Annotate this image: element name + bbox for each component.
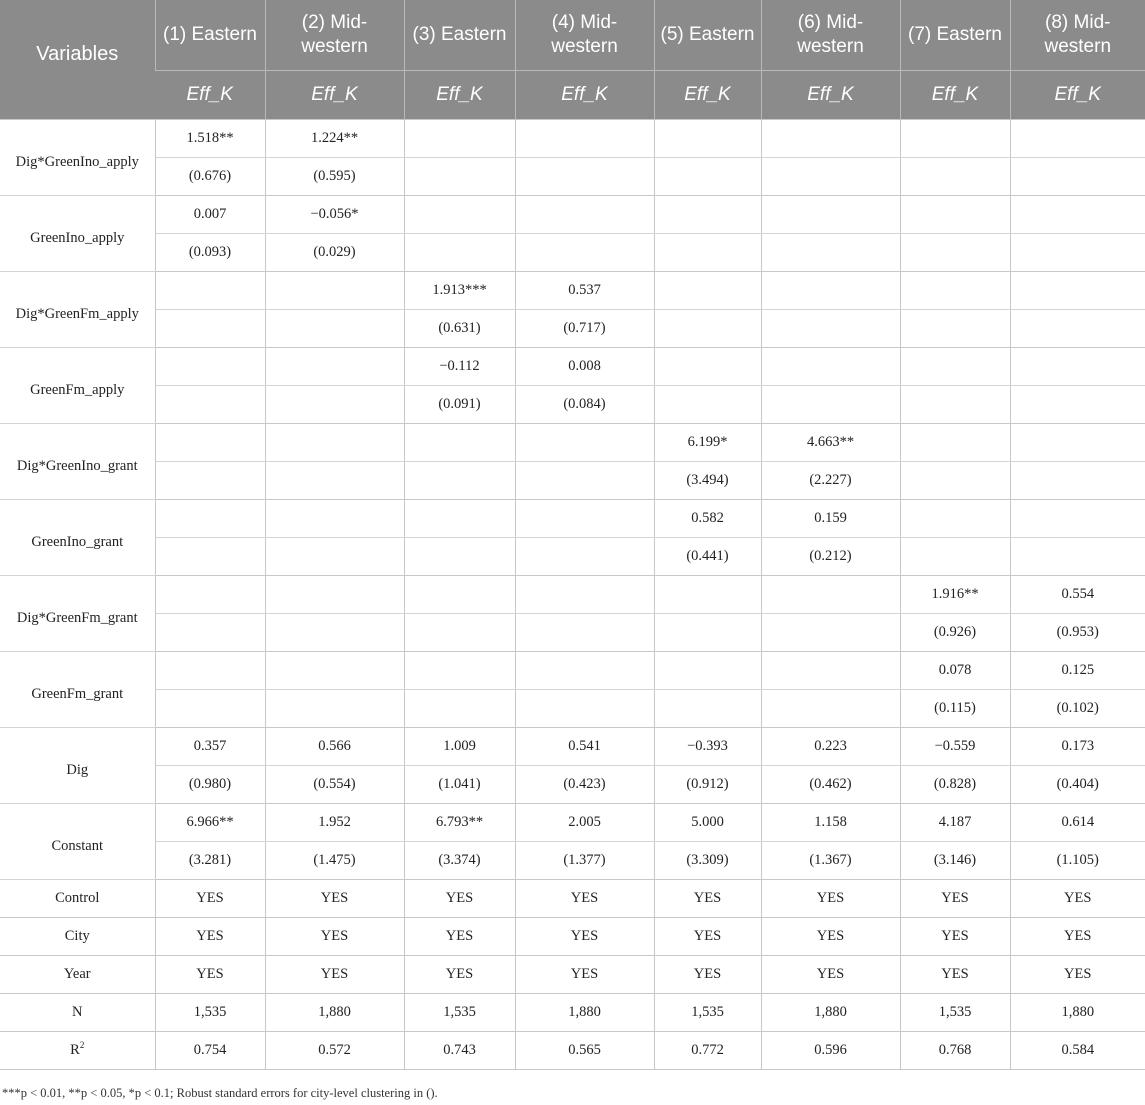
coefficient-cell: 0.357 [155,728,265,766]
value-cell: YES [1010,880,1145,918]
standard-error-cell [404,158,515,196]
coefficient-cell: 5.000 [654,804,761,842]
standard-error-cell [1010,386,1145,424]
standard-error-cell [900,234,1010,272]
coefficient-cell [265,272,404,310]
value-cell: YES [654,918,761,956]
coefficient-cell [761,196,900,234]
standard-error-cell [515,234,654,272]
value-cell: YES [654,880,761,918]
standard-error-cell [1010,462,1145,500]
standard-error-cell: (0.595) [265,158,404,196]
coefficient-cell [654,272,761,310]
coefficient-cell [265,424,404,462]
r-squared-base: R [70,1042,80,1058]
value-cell: YES [654,956,761,994]
coefficient-cell [515,576,654,614]
variable-name: N [0,994,155,1032]
coefficient-cell: 0.078 [900,652,1010,690]
coefficient-cell [1010,500,1145,538]
value-cell: YES [404,918,515,956]
standard-error-cell [1010,158,1145,196]
coefficient-cell: 1.952 [265,804,404,842]
variable-name: Dig [0,728,155,804]
standard-error-cell: (0.093) [155,234,265,272]
coefficient-cell [515,424,654,462]
value-cell: YES [900,880,1010,918]
table-row-coefficient [0,500,1145,538]
standard-error-cell [654,158,761,196]
coefficient-cell [654,652,761,690]
standard-error-cell [515,538,654,576]
table-row-coefficient [0,804,1145,842]
value-cell: YES [515,956,654,994]
value-cell: YES [761,918,900,956]
coefficient-cell: 0.537 [515,272,654,310]
value-cell: YES [155,880,265,918]
value-cell: 0.584 [1010,1032,1145,1070]
value-cell: YES [515,880,654,918]
standard-error-cell: (0.554) [265,766,404,804]
standard-error-cell [404,690,515,728]
table-row-standard-error [0,158,1145,196]
standard-error-cell: (1.041) [404,766,515,804]
variable-name: City [0,918,155,956]
table-header [0,0,1145,120]
variable-name: Dig*GreenFm_apply [0,272,155,348]
variable-name: Year [0,956,155,994]
coefficient-cell [155,652,265,690]
standard-error-cell: (0.462) [761,766,900,804]
coefficient-cell [654,196,761,234]
coefficient-cell [265,348,404,386]
coefficient-cell: 0.614 [1010,804,1145,842]
coefficient-cell: 1.518** [155,120,265,158]
column-header-6: (6) Mid-western [761,0,900,71]
table-row-standard-error [0,310,1145,348]
coefficient-cell [404,424,515,462]
coefficient-cell [1010,196,1145,234]
r-squared-label [0,1032,155,1070]
variable-name: Constant [0,804,155,880]
standard-error-cell [515,690,654,728]
coefficient-cell [404,500,515,538]
table-row [0,994,1145,1032]
standard-error-cell [155,690,265,728]
coefficient-cell [900,500,1010,538]
header-row-columns [0,0,1145,71]
coefficient-cell [1010,272,1145,310]
coefficient-cell [654,120,761,158]
standard-error-cell [900,538,1010,576]
coefficient-cell [155,500,265,538]
coefficient-cell [761,272,900,310]
standard-error-cell: (0.212) [761,538,900,576]
coefficient-cell [900,424,1010,462]
standard-error-cell [900,462,1010,500]
coefficient-cell [1010,120,1145,158]
table-row [0,880,1145,918]
table-row-standard-error [0,234,1145,272]
standard-error-cell: (0.441) [654,538,761,576]
standard-error-cell: (0.912) [654,766,761,804]
standard-error-cell: (0.102) [1010,690,1145,728]
standard-error-cell [1010,310,1145,348]
column-header-4: (4) Mid-western [515,0,654,71]
coefficient-cell: 4.663** [761,424,900,462]
value-cell: YES [265,956,404,994]
standard-error-cell [404,462,515,500]
value-cell: 0.772 [654,1032,761,1070]
coefficient-cell: 6.966** [155,804,265,842]
header-row-dependent [0,71,1145,120]
standard-error-cell [265,690,404,728]
coefficient-cell [900,196,1010,234]
coefficient-cell: −0.559 [900,728,1010,766]
coefficient-cell: 0.173 [1010,728,1145,766]
standard-error-cell: (0.091) [404,386,515,424]
standard-error-cell [404,234,515,272]
variable-name: GreenFm_grant [0,652,155,728]
dependent-variable-1: Eff_K [155,71,265,120]
value-cell: 1,880 [265,994,404,1032]
value-cell: YES [761,956,900,994]
coefficient-cell [515,500,654,538]
coefficient-cell [155,272,265,310]
dependent-variable-8: Eff_K [1010,71,1145,120]
coefficient-cell [155,576,265,614]
coefficient-cell: 4.187 [900,804,1010,842]
coefficient-cell: −0.112 [404,348,515,386]
value-cell: 1,535 [900,994,1010,1032]
coefficient-cell [900,272,1010,310]
coefficient-cell [1010,348,1145,386]
standard-error-cell [404,614,515,652]
table-footnote: ***p < 0.01, **p < 0.05, *p < 0.1; Robust standard errors for city-level clustering in (). [2,1086,438,1100]
standard-error-cell [1010,234,1145,272]
standard-error-cell [654,234,761,272]
coefficient-cell [654,576,761,614]
value-cell: 0.743 [404,1032,515,1070]
coefficient-cell [654,348,761,386]
value-cell: 0.565 [515,1032,654,1070]
value-cell: YES [900,956,1010,994]
r-squared-superscript: 2 [79,1040,85,1051]
coefficient-cell: −0.393 [654,728,761,766]
dependent-variable-3: Eff_K [404,71,515,120]
coefficient-cell: 0.582 [654,500,761,538]
coefficient-cell [404,576,515,614]
coefficient-cell: 0.566 [265,728,404,766]
standard-error-cell [265,310,404,348]
variable-name: Dig*GreenIno_grant [0,424,155,500]
coefficient-cell [404,652,515,690]
column-header-2: (2) Mid-western [265,0,404,71]
standard-error-cell [515,462,654,500]
standard-error-cell [900,310,1010,348]
standard-error-cell [900,386,1010,424]
coefficient-cell: 6.199* [654,424,761,462]
table-row-standard-error [0,842,1145,880]
column-header-5: (5) Eastern [654,0,761,71]
table-row-standard-error [0,538,1145,576]
table-row [0,918,1145,956]
coefficient-cell [265,576,404,614]
dependent-variable-5: Eff_K [654,71,761,120]
standard-error-cell [155,386,265,424]
standard-error-cell [654,690,761,728]
value-cell: 1,880 [515,994,654,1032]
table-row-coefficient [0,652,1145,690]
standard-error-cell: (0.029) [265,234,404,272]
table-row-r-squared [0,1032,1145,1070]
value-cell: YES [515,918,654,956]
coefficient-cell: 0.008 [515,348,654,386]
dependent-variable-6: Eff_K [761,71,900,120]
value-cell: 0.768 [900,1032,1010,1070]
coefficient-cell [265,652,404,690]
dependent-variable-7: Eff_K [900,71,1010,120]
standard-error-cell [515,158,654,196]
value-cell: 1,880 [1010,994,1145,1032]
standard-error-cell [761,386,900,424]
table-row-standard-error [0,766,1145,804]
standard-error-cell: (0.828) [900,766,1010,804]
standard-error-cell: (1.105) [1010,842,1145,880]
variable-name: Dig*GreenFm_grant [0,576,155,652]
column-header-8: (8) Mid-western [1010,0,1145,71]
coefficient-cell [761,348,900,386]
value-cell: YES [1010,956,1145,994]
coefficient-cell [761,652,900,690]
coefficient-cell [155,424,265,462]
coefficient-cell [515,652,654,690]
value-cell: YES [265,918,404,956]
standard-error-cell: (0.676) [155,158,265,196]
standard-error-cell [654,614,761,652]
dependent-variable-4: Eff_K [515,71,654,120]
table-row-coefficient [0,272,1145,310]
value-cell: YES [404,956,515,994]
variable-name: GreenIno_apply [0,196,155,272]
standard-error-cell: (0.404) [1010,766,1145,804]
standard-error-cell [761,614,900,652]
table-row-coefficient [0,348,1145,386]
value-cell: YES [155,956,265,994]
standard-error-cell: (2.227) [761,462,900,500]
table-row-coefficient [0,576,1145,614]
coefficient-cell: 0.007 [155,196,265,234]
value-cell: YES [265,880,404,918]
standard-error-cell [265,462,404,500]
standard-error-cell [761,234,900,272]
table-row-standard-error [0,614,1145,652]
value-cell: YES [761,880,900,918]
coefficient-cell: 1.913*** [404,272,515,310]
standard-error-cell: (3.309) [654,842,761,880]
standard-error-cell [155,462,265,500]
standard-error-cell [900,158,1010,196]
value-cell: 1,535 [404,994,515,1032]
standard-error-cell: (0.084) [515,386,654,424]
standard-error-cell [265,538,404,576]
coefficient-cell [265,500,404,538]
standard-error-cell: (3.494) [654,462,761,500]
value-cell: 1,535 [155,994,265,1032]
coefficient-cell: 1.224** [265,120,404,158]
standard-error-cell [761,310,900,348]
standard-error-cell [265,386,404,424]
coefficient-cell: 0.541 [515,728,654,766]
standard-error-cell: (0.953) [1010,614,1145,652]
standard-error-cell [155,538,265,576]
table-row-standard-error [0,690,1145,728]
standard-error-cell: (1.475) [265,842,404,880]
standard-error-cell: (3.374) [404,842,515,880]
standard-error-cell: (0.423) [515,766,654,804]
value-cell: 0.596 [761,1032,900,1070]
standard-error-cell: (0.926) [900,614,1010,652]
coefficient-cell [1010,424,1145,462]
standard-error-cell: (0.717) [515,310,654,348]
coefficient-cell [761,576,900,614]
coefficient-cell: 6.793** [404,804,515,842]
variable-name: GreenIno_grant [0,500,155,576]
table-row-coefficient [0,120,1145,158]
coefficient-cell: 0.554 [1010,576,1145,614]
standard-error-cell [515,614,654,652]
standard-error-cell: (3.281) [155,842,265,880]
standard-error-cell [404,538,515,576]
value-cell: YES [900,918,1010,956]
table-row [0,956,1145,994]
table-row-coefficient [0,196,1145,234]
coefficient-cell [515,196,654,234]
column-header-1: (1) Eastern [155,0,265,71]
variable-name: Control [0,880,155,918]
standard-error-cell: (3.146) [900,842,1010,880]
coefficient-cell: −0.056* [265,196,404,234]
coefficient-cell: 1.916** [900,576,1010,614]
variable-name: GreenFm_apply [0,348,155,424]
variable-name: Dig*GreenIno_apply [0,120,155,196]
coefficient-cell: 1.009 [404,728,515,766]
standard-error-cell [654,310,761,348]
standard-error-cell: (0.115) [900,690,1010,728]
standard-error-cell: (1.377) [515,842,654,880]
standard-error-cell [155,310,265,348]
value-cell: 0.572 [265,1032,404,1070]
standard-error-cell [654,386,761,424]
column-header-3: (3) Eastern [404,0,515,71]
coefficient-cell: 0.159 [761,500,900,538]
value-cell: YES [404,880,515,918]
value-cell: 0.754 [155,1032,265,1070]
coefficient-cell [404,120,515,158]
standard-error-cell [761,690,900,728]
value-cell: YES [155,918,265,956]
standard-error-cell: (1.367) [761,842,900,880]
standard-error-cell [1010,538,1145,576]
coefficient-cell [900,348,1010,386]
value-cell: 1,535 [654,994,761,1032]
table-row-coefficient [0,424,1145,462]
table-row-coefficient [0,728,1145,766]
coefficient-cell: 1.158 [761,804,900,842]
coefficient-cell: 0.223 [761,728,900,766]
table-body [0,120,1145,1070]
table-row-standard-error [0,386,1145,424]
coefficient-cell [900,120,1010,158]
coefficient-cell [761,120,900,158]
coefficient-cell: 2.005 [515,804,654,842]
table-row-standard-error [0,462,1145,500]
column-header-7: (7) Eastern [900,0,1010,71]
standard-error-cell [761,158,900,196]
standard-error-cell: (0.631) [404,310,515,348]
variables-header: Variables [0,0,155,120]
value-cell: YES [1010,918,1145,956]
coefficient-cell [515,120,654,158]
coefficient-cell [404,196,515,234]
coefficient-cell [155,348,265,386]
standard-error-cell: (0.980) [155,766,265,804]
standard-error-cell [265,614,404,652]
standard-error-cell [155,614,265,652]
dependent-variable-2: Eff_K [265,71,404,120]
value-cell: 1,880 [761,994,900,1032]
coefficient-cell: 0.125 [1010,652,1145,690]
